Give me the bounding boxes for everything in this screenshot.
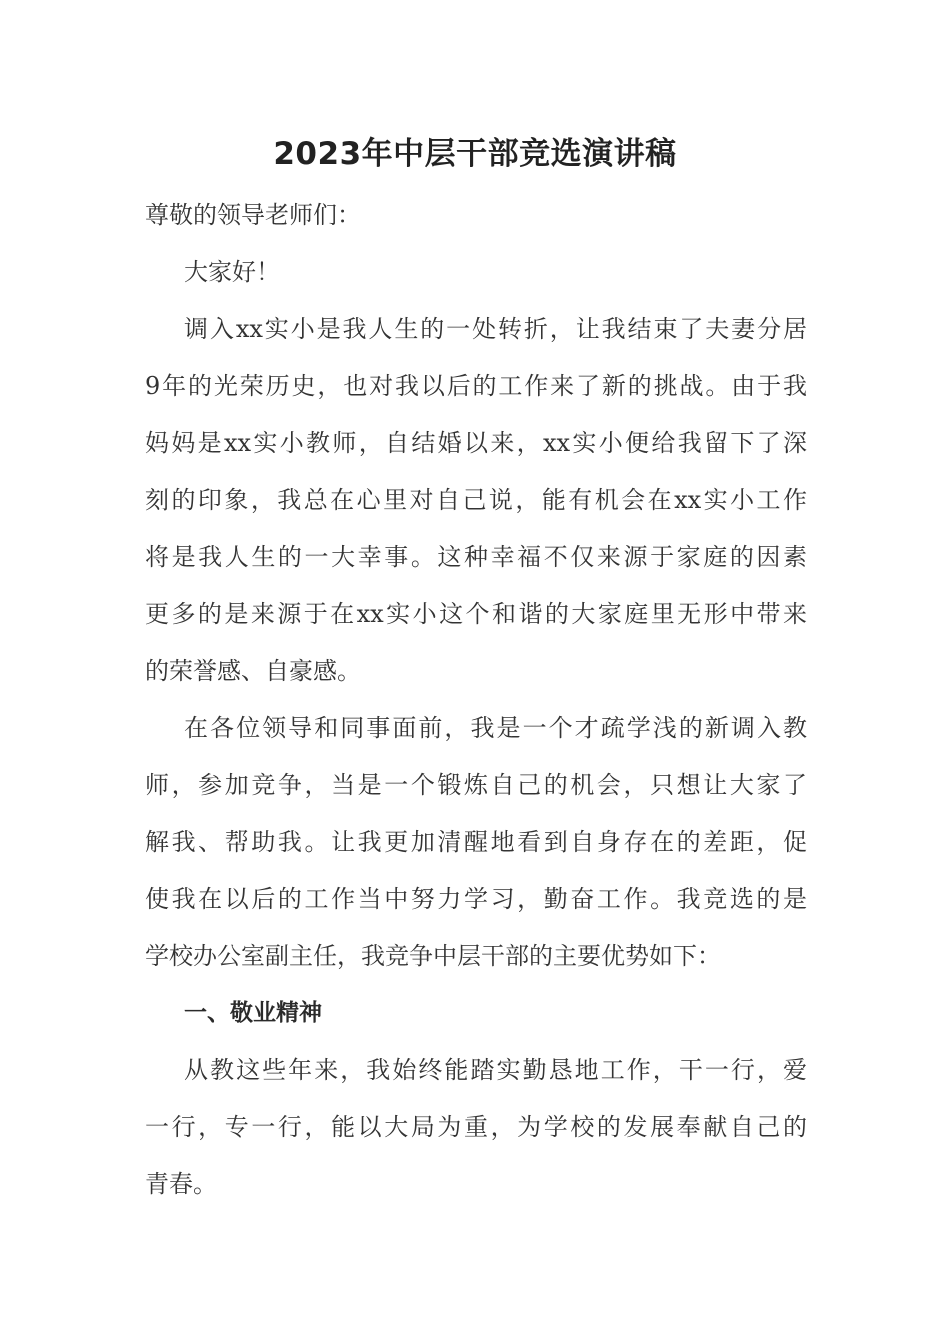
paragraph-line: 在各位领导和同事面前，我是一个才疏学浅的新调入教 — [184, 714, 807, 742]
paragraph-line: 9年的光荣历史，也对我以后的工作来了新的挑战。由于我 — [145, 372, 807, 400]
paragraph-line: 将是我人生的一大幸事。这种幸福不仅来源于家庭的因素 — [145, 543, 807, 571]
paragraph-line: 更多的是来源于在xx实小这个和谐的大家庭里无形中带来 — [145, 600, 807, 628]
paragraph-3 — [145, 1042, 807, 1213]
section-heading: 一、敬业精神 — [184, 1000, 322, 1026]
paragraph-1 — [145, 301, 807, 700]
paragraph-line: 解我、帮助我。让我更加清醒地看到自身存在的差距，促 — [145, 828, 807, 856]
paragraph-line: 使我在以后的工作当中努力学习，勤奋工作。我竞选的是 — [145, 885, 807, 913]
paragraph-line: 青春。 — [145, 1170, 217, 1198]
paragraph-line: 一行，专一行，能以大局为重，为学校的发展奉献自己的 — [145, 1113, 807, 1141]
document-title: 2023年中层干部竞选演讲稿 — [273, 136, 677, 172]
paragraph-line: 学校办公室副主任，我竞争中层干部的主要优势如下： — [145, 942, 721, 970]
paragraph-line: 妈妈是xx实小教师，自结婚以来，xx实小便给我留下了深 — [145, 429, 807, 457]
paragraph-line: 刻的印象，我总在心里对自己说，能有机会在xx实小工作 — [145, 486, 807, 514]
paragraph-2 — [145, 700, 807, 985]
document-body — [145, 187, 807, 1213]
paragraph-line: 调入xx实小是我人生的一处转折，让我结束了夫妻分居 — [184, 315, 807, 343]
paragraph-line: 师，参加竞争，当是一个锻炼自己的机会，只想让大家了 — [145, 771, 807, 799]
salutation: 尊敬的领导老师们： — [145, 201, 361, 229]
paragraph-line: 从教这些年来，我始终能踏实勤恳地工作，干一行，爱 — [184, 1056, 807, 1084]
paragraph-line: 的荣誉感、自豪感。 — [145, 657, 361, 685]
greeting: 大家好！ — [184, 258, 280, 286]
